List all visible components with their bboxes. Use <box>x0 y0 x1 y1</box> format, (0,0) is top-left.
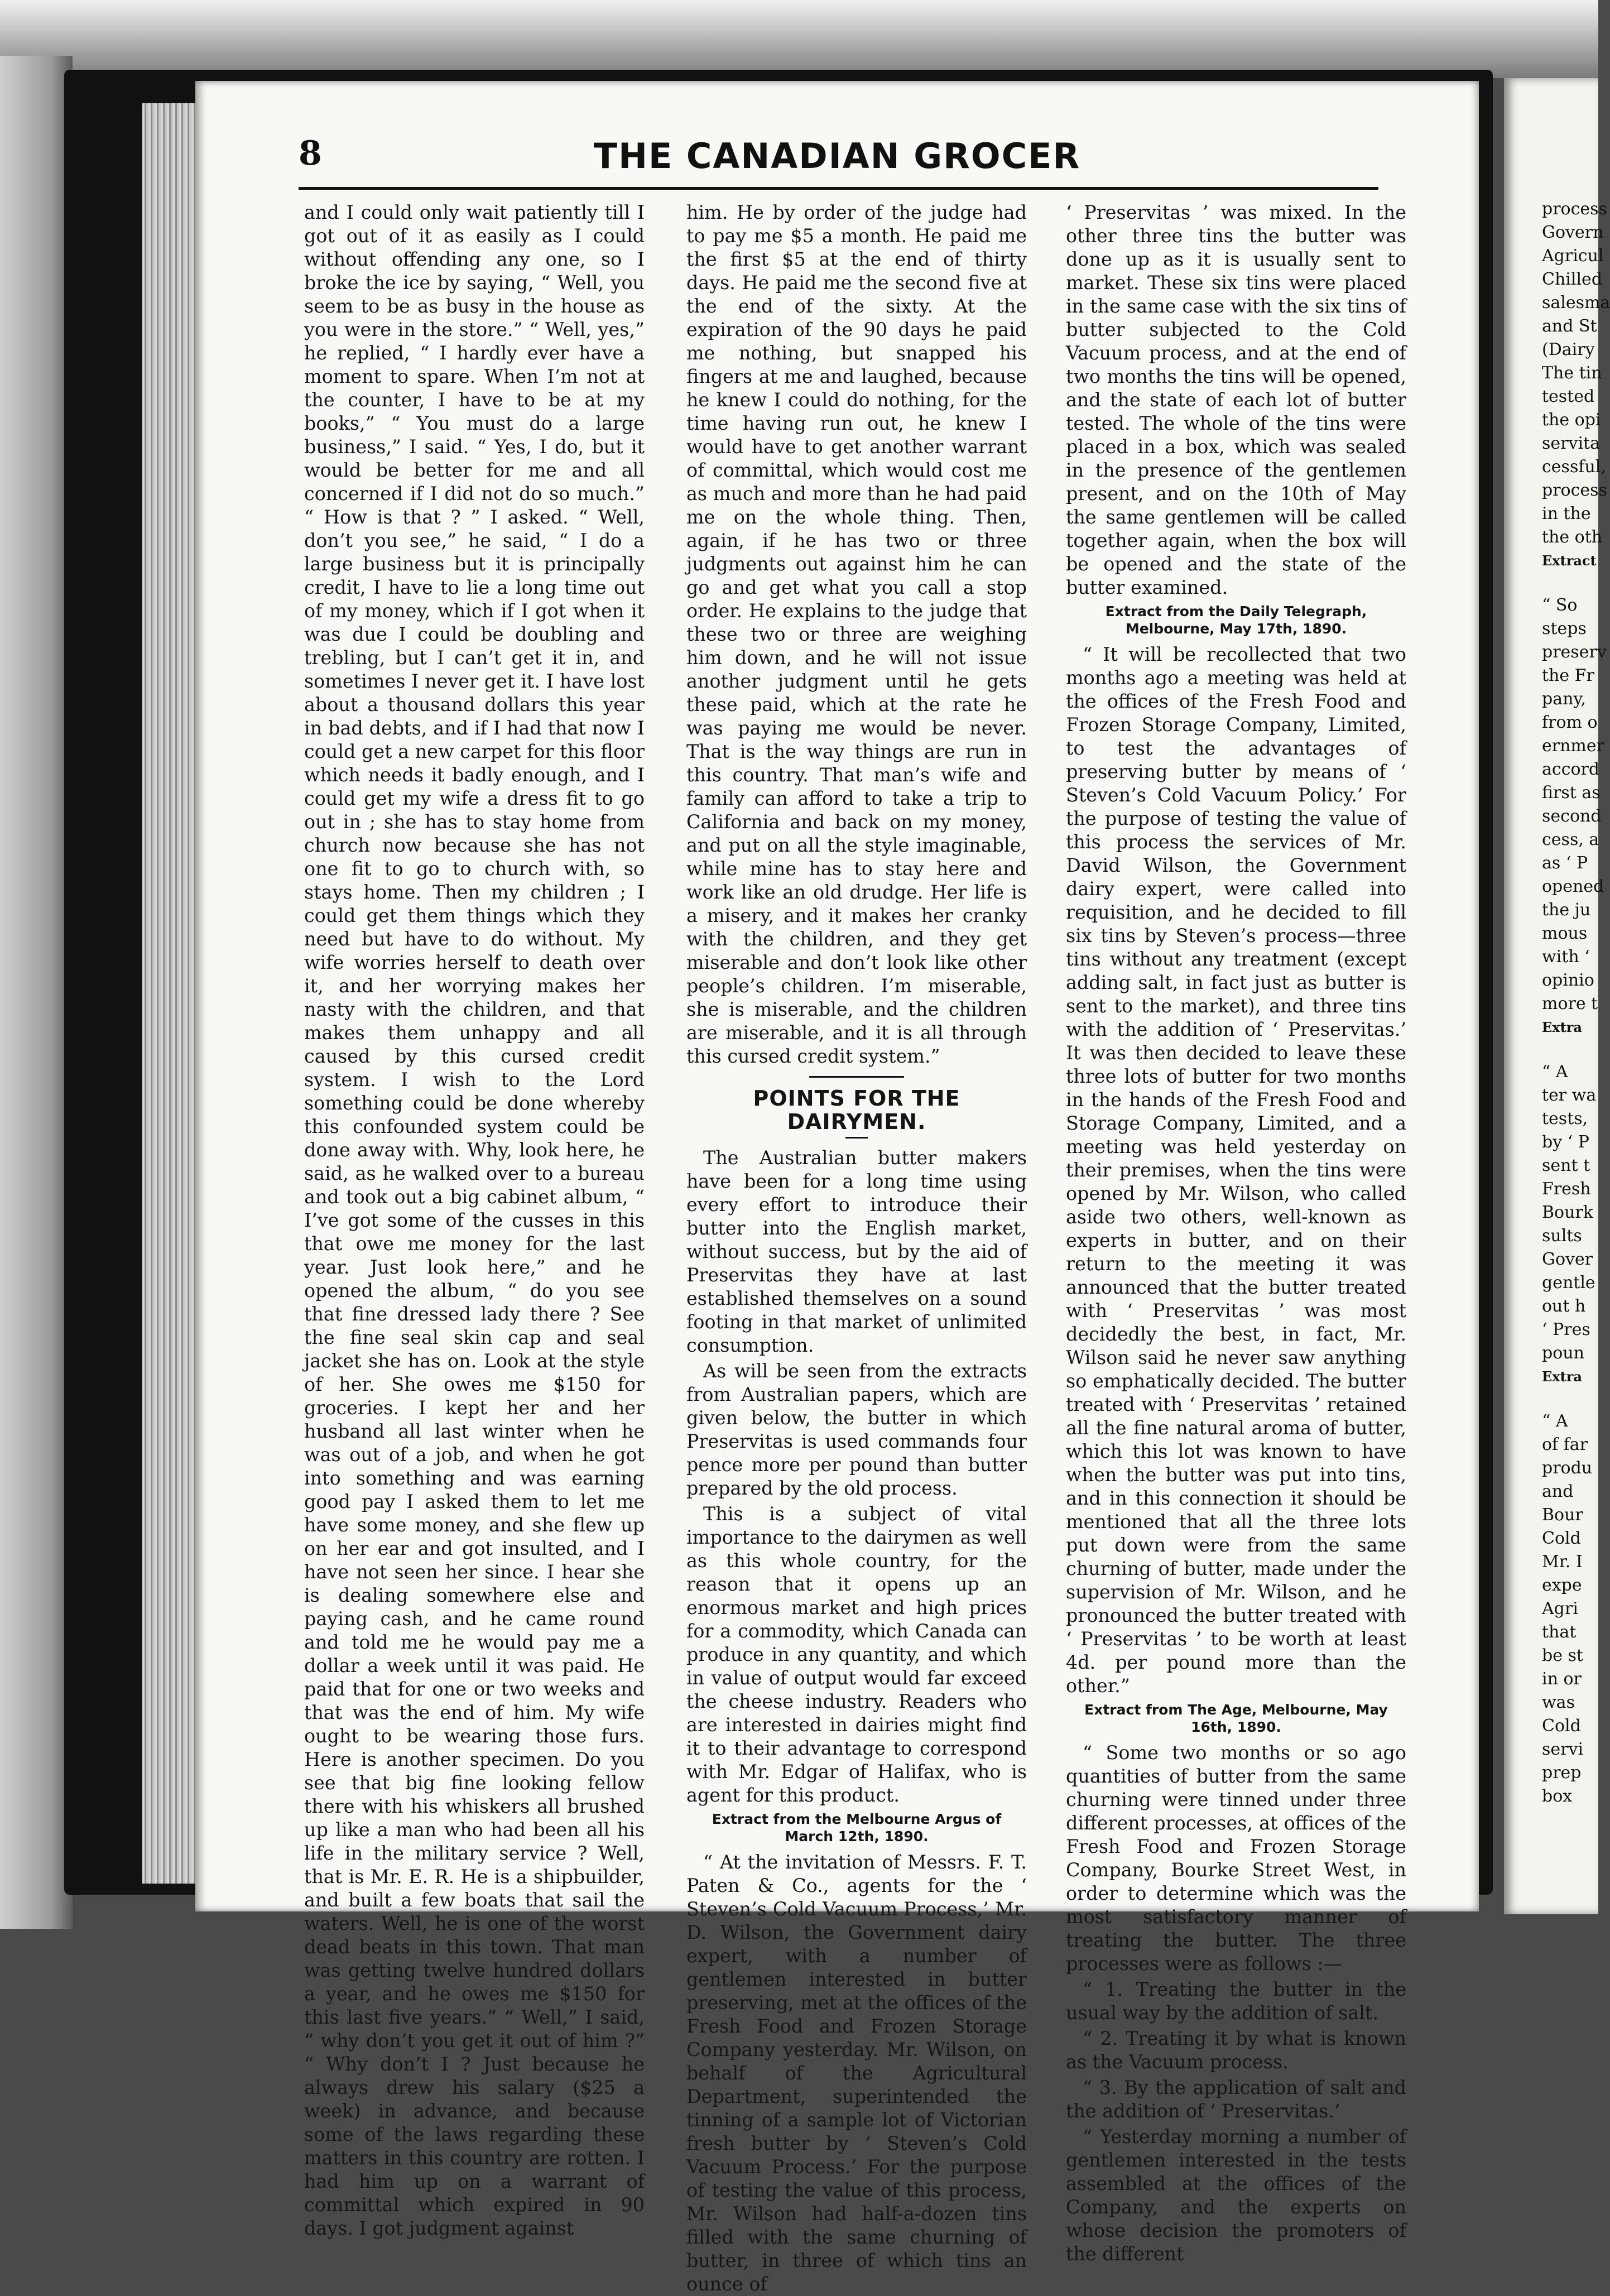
article-paragraph: This is a subject of vital importance to the dairymen as well as this whole country, for the reason that it opens up an enormous market and high prices for a commodity, which Canada can produce in any quantity, and which in value of output would far exceed the cheese industry. Readers who are interested in dairies might find it to their advantage to correspond with Mr. Edgar of Halifax, who is agent for this product. <box>686 1503 1027 1806</box>
next-page-fragment: servita <box>1542 434 1600 453</box>
extract-label: Extract from the Melbourne Argus of March 12th, 1890. <box>712 1811 1002 1845</box>
extract-label: Extract from The Age, Melbourne, May 16th, 1890. <box>1084 1702 1388 1735</box>
next-page-fragment: second <box>1542 806 1602 826</box>
column-1-text: and I could only wait patiently till I got out of it as easily as I could without offending any one, so I broke the ice by saying, “ Well, you seem to be as busy in the house as you were in the store.” “ Well, yes,” he replied, “ I hardly ever have a moment to spare. When I’m not at the counter, I have to be at my books,” “ You must do a large business,” I said. “ Yes, I do, but it would be better for me and all concerned if I did not do so much.” “ How is that ? ” I asked. “ Well, don’t you see,” he said, “ I do a large business but it is principally credit, I have to lie a long time out of my money, which if I got when it was due I could be doubling and trebling, but I can’t get it in, and sometimes I never get it. I have lost about a thousand dollars this year in bad debts, and if I had that now I could get a new carpet for this floor which needs it badly enough, and I could get my wife a dress fit to go out in ; she has to stay home from church now because she has not one fit to go to church with, so stays home. Then my children ; I could get them things which they need but have to do without. My wife worries herself to death over it, and her worrying makes her nasty with the children, and that makes them unhappy and all caused by this cursed credit system. I wish to the Lord something could be done whereby this confounded system could be done away with. Why, look here, he said, as he walked over to a bureau and took out a big cabinet album, “ I’ve got some of the cusses in this that owe me money for the last year. Just look here,” and he opened the album, “ do you see that fine dressed lady there ? See the fine seal skin cap and seal jacket she has on. Look at the style of her. She owes me $150 for groceries. I kept her and her husband all last winter when he was out of a job, and when he got into something and was earning good pay I asked them to let me have some money, and she flew up on her ear and got insulted, and I have not seen her since. I hear she is dealing somewhere else and paying cash, and he came round and told me he would pay me a dollar a week until it was paid. He paid that for one or two weeks and that was the end of him. My wife ought to be wearing those furs. Here is another specimen. Do you see that big fine looking fellow there with his whiskers all brushed up like a man who had been all his life in the military service ? Well, that is Mr. E. R. He is a shipbuilder, and built a few boats that sail the waters. Well, he is one of the worst dead beats in this town. That man was getting twelve hundred dollars a year, and he owes me $150 for this last five years.” “ Well,” I said, “ why don’t you get it out of him ?” “ Why don’t I ? Just because he always drew his salary ($25 a week) in advance, and because some of the laws regarding these matters in this country are rotten. I had him up on a warrant of committal which expired in 90 days. I got judgment against <box>304 201 645 2239</box>
next-page-fragment: prep <box>1542 1763 1582 1783</box>
next-page-fragment: first as <box>1542 783 1601 803</box>
next-page-fragment: in or <box>1542 1669 1582 1689</box>
extract-paragraph: “ 2. Treating it by what is known as the Vacuum process. <box>1066 2028 1406 2073</box>
next-page-fragment: Cold <box>1542 1529 1581 1548</box>
next-page-fragment: as ‘ P <box>1542 853 1588 873</box>
next-page-fragment: and St <box>1542 316 1597 336</box>
next-page-fragment: sent t <box>1542 1156 1590 1175</box>
next-page-fragment: in the <box>1542 504 1591 523</box>
next-page-fragment: cessful, <box>1542 457 1606 477</box>
next-page-fragment: “ So <box>1542 595 1578 615</box>
next-page-fragment: servi <box>1542 1740 1584 1759</box>
scan-background-top <box>0 0 1598 78</box>
next-page-fragment: more t <box>1542 994 1598 1013</box>
extract-text: “ It will be recollected that two months ago a meeting was held at the offices of the Fresh Food and Frozen Storage Company, Limited, to test the advantages of preserving butter by means of ‘ Steven’s Cold Vacuum Policy.’ For the purpose of testing the value of this process the services of Mr. David Wilson, the Government dairy expert, were called into requisition, and he decided to fill six tins by Steven’s process—three tins without any treatment (except adding salt, in fact just as butter is sent to the market), and three tins with the addition of ‘ Preservitas.’ It was then decided to leave these three lots of butter for two months in the hands of the Fresh Food and Storage Company, Limited, and a meeting was held yesterday on their premises, when the tins were opened by Mr. Wilson, who called aside two others, well-known as experts in butter, and on their return to the meeting it was announced that the butter treated with ‘ Preservitas ’ was most decidedly the best, in fact, Mr. Wilson said he never saw anything so emphatically decided. The butter treated with ‘ Preservitas ’ retained all the fine natural aroma of butter, which this lot was known to have when the butter was put into tins, and in this connection it should be mentioned that all the three lots put down were from the same churning of butter, made under the supervision of Mr. Wilson, and he pronounced the butter treated with ‘ Preservitas ’ to be worth at least 4d. per pound more than the other.” <box>1066 643 1406 1697</box>
next-page-fragment: the oth <box>1542 527 1603 547</box>
column-1 <box>304 201 645 2240</box>
next-page-fragment: gentle <box>1542 1273 1595 1293</box>
article-paragraph: The Australian butter makers have been for a long time using every effort to introduce their butter into the English market, without success, but by the aid of Preservitas they have at last established themselves on a sound footing in that market of unlimited consumption. <box>686 1147 1027 1356</box>
next-page-edge <box>1504 78 1610 1914</box>
article-paragraph: As will be seen from the extracts from Australian papers, which are given below, the butter in which Preservitas is used commands four pence more per pound than butter prepared by the old process. <box>686 1360 1027 1499</box>
next-page-fragment: the Fr <box>1542 666 1594 685</box>
next-page-fragment: produ <box>1542 1458 1593 1478</box>
next-page-fragment: “ A <box>1542 1411 1568 1431</box>
next-page-fragment: and <box>1542 1482 1574 1501</box>
extract-paragraph: “ Some two months or so ago quantities of butter from the same churning were tinned under three different processes, at offices of the Fresh Food and Frozen Storage Company, Bourke Street West, in order to determine which was the most satisfactory manner of treating the butter. The three processes were as follows :— <box>1066 1742 1406 1975</box>
next-page-fragment: ‘ Pres <box>1542 1320 1590 1339</box>
next-page-fragment: box <box>1542 1786 1573 1806</box>
next-page-fragment: was <box>1542 1693 1575 1712</box>
next-page-fragment: Bourk <box>1542 1203 1593 1222</box>
next-page-fragment: opened <box>1542 877 1604 896</box>
headline-rule <box>845 1137 868 1139</box>
next-page-fragment: (Dairy <box>1542 340 1595 359</box>
next-page-fragment: cess, a <box>1542 830 1599 849</box>
next-page-fragment: The tin <box>1542 363 1602 383</box>
next-page-fragment: Bour <box>1542 1505 1583 1525</box>
next-page-fragment: preserv <box>1542 642 1607 662</box>
next-page-fragment: tested <box>1542 387 1595 406</box>
next-page-fragment: Extra <box>1542 1368 1582 1385</box>
next-page-fragment: “ A <box>1542 1062 1568 1082</box>
next-page-fragment: out h <box>1542 1296 1586 1316</box>
next-page-fragment: poun <box>1542 1343 1584 1363</box>
next-page-fragment: expe <box>1542 1576 1582 1595</box>
next-page-fragment: Mr. I <box>1542 1552 1583 1572</box>
next-page-fragment: be st <box>1542 1646 1583 1665</box>
next-page-fragment: opinio <box>1542 971 1594 990</box>
next-page-fragment: steps <box>1542 619 1587 638</box>
next-page-fragment: Chilled <box>1542 270 1603 289</box>
next-page-fragment: Cold <box>1542 1716 1581 1736</box>
next-page-fragment: Fresh <box>1542 1179 1591 1199</box>
next-page-fragment: sults <box>1542 1226 1582 1246</box>
next-page-fragment: tests, <box>1542 1109 1588 1128</box>
masthead-rule <box>299 187 1378 190</box>
column-2 <box>686 201 1027 2296</box>
next-page-fragment: ter wa <box>1542 1085 1597 1105</box>
next-page-fragment: Agricul <box>1542 246 1604 266</box>
next-page-fragment: Agri <box>1542 1599 1578 1618</box>
next-page-fragment: Extract <box>1542 553 1597 569</box>
extract-label: Extract from the Daily Telegraph, Melbourne, May 17th, 1890. <box>1105 603 1367 637</box>
next-page-fragment: Govern <box>1542 223 1604 242</box>
column-2-intro: him. He by order of the judge had to pay me $5 a month. He paid me the first $5 at the end of thirty days. He paid me the second five at the end of the sixty. At the expiration of the 90 days he paid me nothing, but snapped his fingers at me and laughed, because he knew I could do nothing, for the time having run out, he knew I would have to get another warrant of committal, which would cost me as much and more than he had paid me on the whole thing. Then, again, if he has two or three judgments out against him he can go and get what you call a stop order. He explains to the judge that these two or three are weighing him down, and he will not issue another judgment until he gets these paid, which at the rate he was paying me would be never. That is the way things are run in this country. That man’s wife and family can afford to take a trip to California and back on my money, and put on all the style imaginable, while mine has to stay here and work like an old drudge. Her life is a misery, and it makes her cranky with the children, and they get miserable and don’t look like other people’s children. I’m miserable, she is miserable, and the children are miserable, and it is all through this cursed credit system.” <box>686 201 1027 1067</box>
next-page-fragment: the ju <box>1542 900 1591 920</box>
next-page-fragment: of far <box>1542 1435 1588 1454</box>
next-page-fragment: salesma <box>1542 293 1610 313</box>
extract-paragraph: “ 1. Treating the butter in the usual way by the addition of salt. <box>1066 1978 1406 2024</box>
next-page-fragment: process <box>1542 481 1607 500</box>
next-page-fragment: with ‘ <box>1542 947 1590 967</box>
scan-background-left <box>0 56 73 1929</box>
extract-paragraph: “ Yesterday morning a number of gentlemen interested in the tests assembled at the offices of the Company, and the experts on whose decision the promoters of the different <box>1066 2126 1406 2265</box>
next-page-fragment: the opi <box>1542 410 1601 430</box>
extract-paragraph: “ 3. By the application of salt and the addition of ‘ Preservitas.’ <box>1066 2077 1406 2122</box>
next-page-fragment: process <box>1542 199 1607 219</box>
section-divider <box>809 1076 904 1078</box>
column-3 <box>1066 201 1406 2266</box>
article-headline: POINTS FOR THE DAIRYMEN. <box>753 1086 960 1134</box>
next-page-fragment: ernmer <box>1542 736 1604 756</box>
masthead-title: THE CANADIAN GROCER <box>593 136 1081 176</box>
next-page-fragment: from o <box>1542 713 1598 732</box>
page-edges <box>142 103 201 1884</box>
next-page-fragment: Gover <box>1542 1250 1593 1269</box>
next-page-fragment: that <box>1542 1622 1577 1642</box>
page-number: 8 <box>299 134 322 173</box>
next-page-fragment: Extra <box>1542 1019 1582 1035</box>
next-page-fragment: by ‘ P <box>1542 1132 1589 1152</box>
next-page-fragment: mous <box>1542 924 1588 943</box>
extract-text: “ At the invitation of Messrs. F. T. Paten & Co., agents for the ‘ Steven’s Cold Vacuum Process,’ Mr. D. Wilson, the Government dairy expert, with a number of gentlemen interested in butter preserving, met at the offices of the Fresh Food and Frozen Storage Company yesterday. Mr. Wilson, on behalf of the Agricultural Department, superintended the tinning of a sample lot of Victorian fresh butter by ‘ Steven’s Cold Vacuum Process.’ For the purpose of testing the value of this process, Mr. Wilson had half-a-dozen tins filled with the same churning of butter, in three of which tins an ounce of <box>686 1851 1027 2295</box>
newspaper-page <box>195 81 1479 2295</box>
next-page-fragment: pany, <box>1542 689 1586 709</box>
column-3-intro: ‘ Preservitas ’ was mixed. In the other three tins the butter was done up as it is usually sent to market. These six tins were placed in the same case with the six tins of butter subjected to the Cold Vacuum process, and at the end of two months the tins will be opened, and the state of each lot of butter tested. The whole of the tins were placed in a box, which was sealed in the presence of the gentlemen present, and on the 10th of May the same gentlemen will be called together again, when the box will be opened and the state of the butter examined. <box>1066 201 1406 598</box>
next-page-fragment: accord <box>1542 760 1600 779</box>
